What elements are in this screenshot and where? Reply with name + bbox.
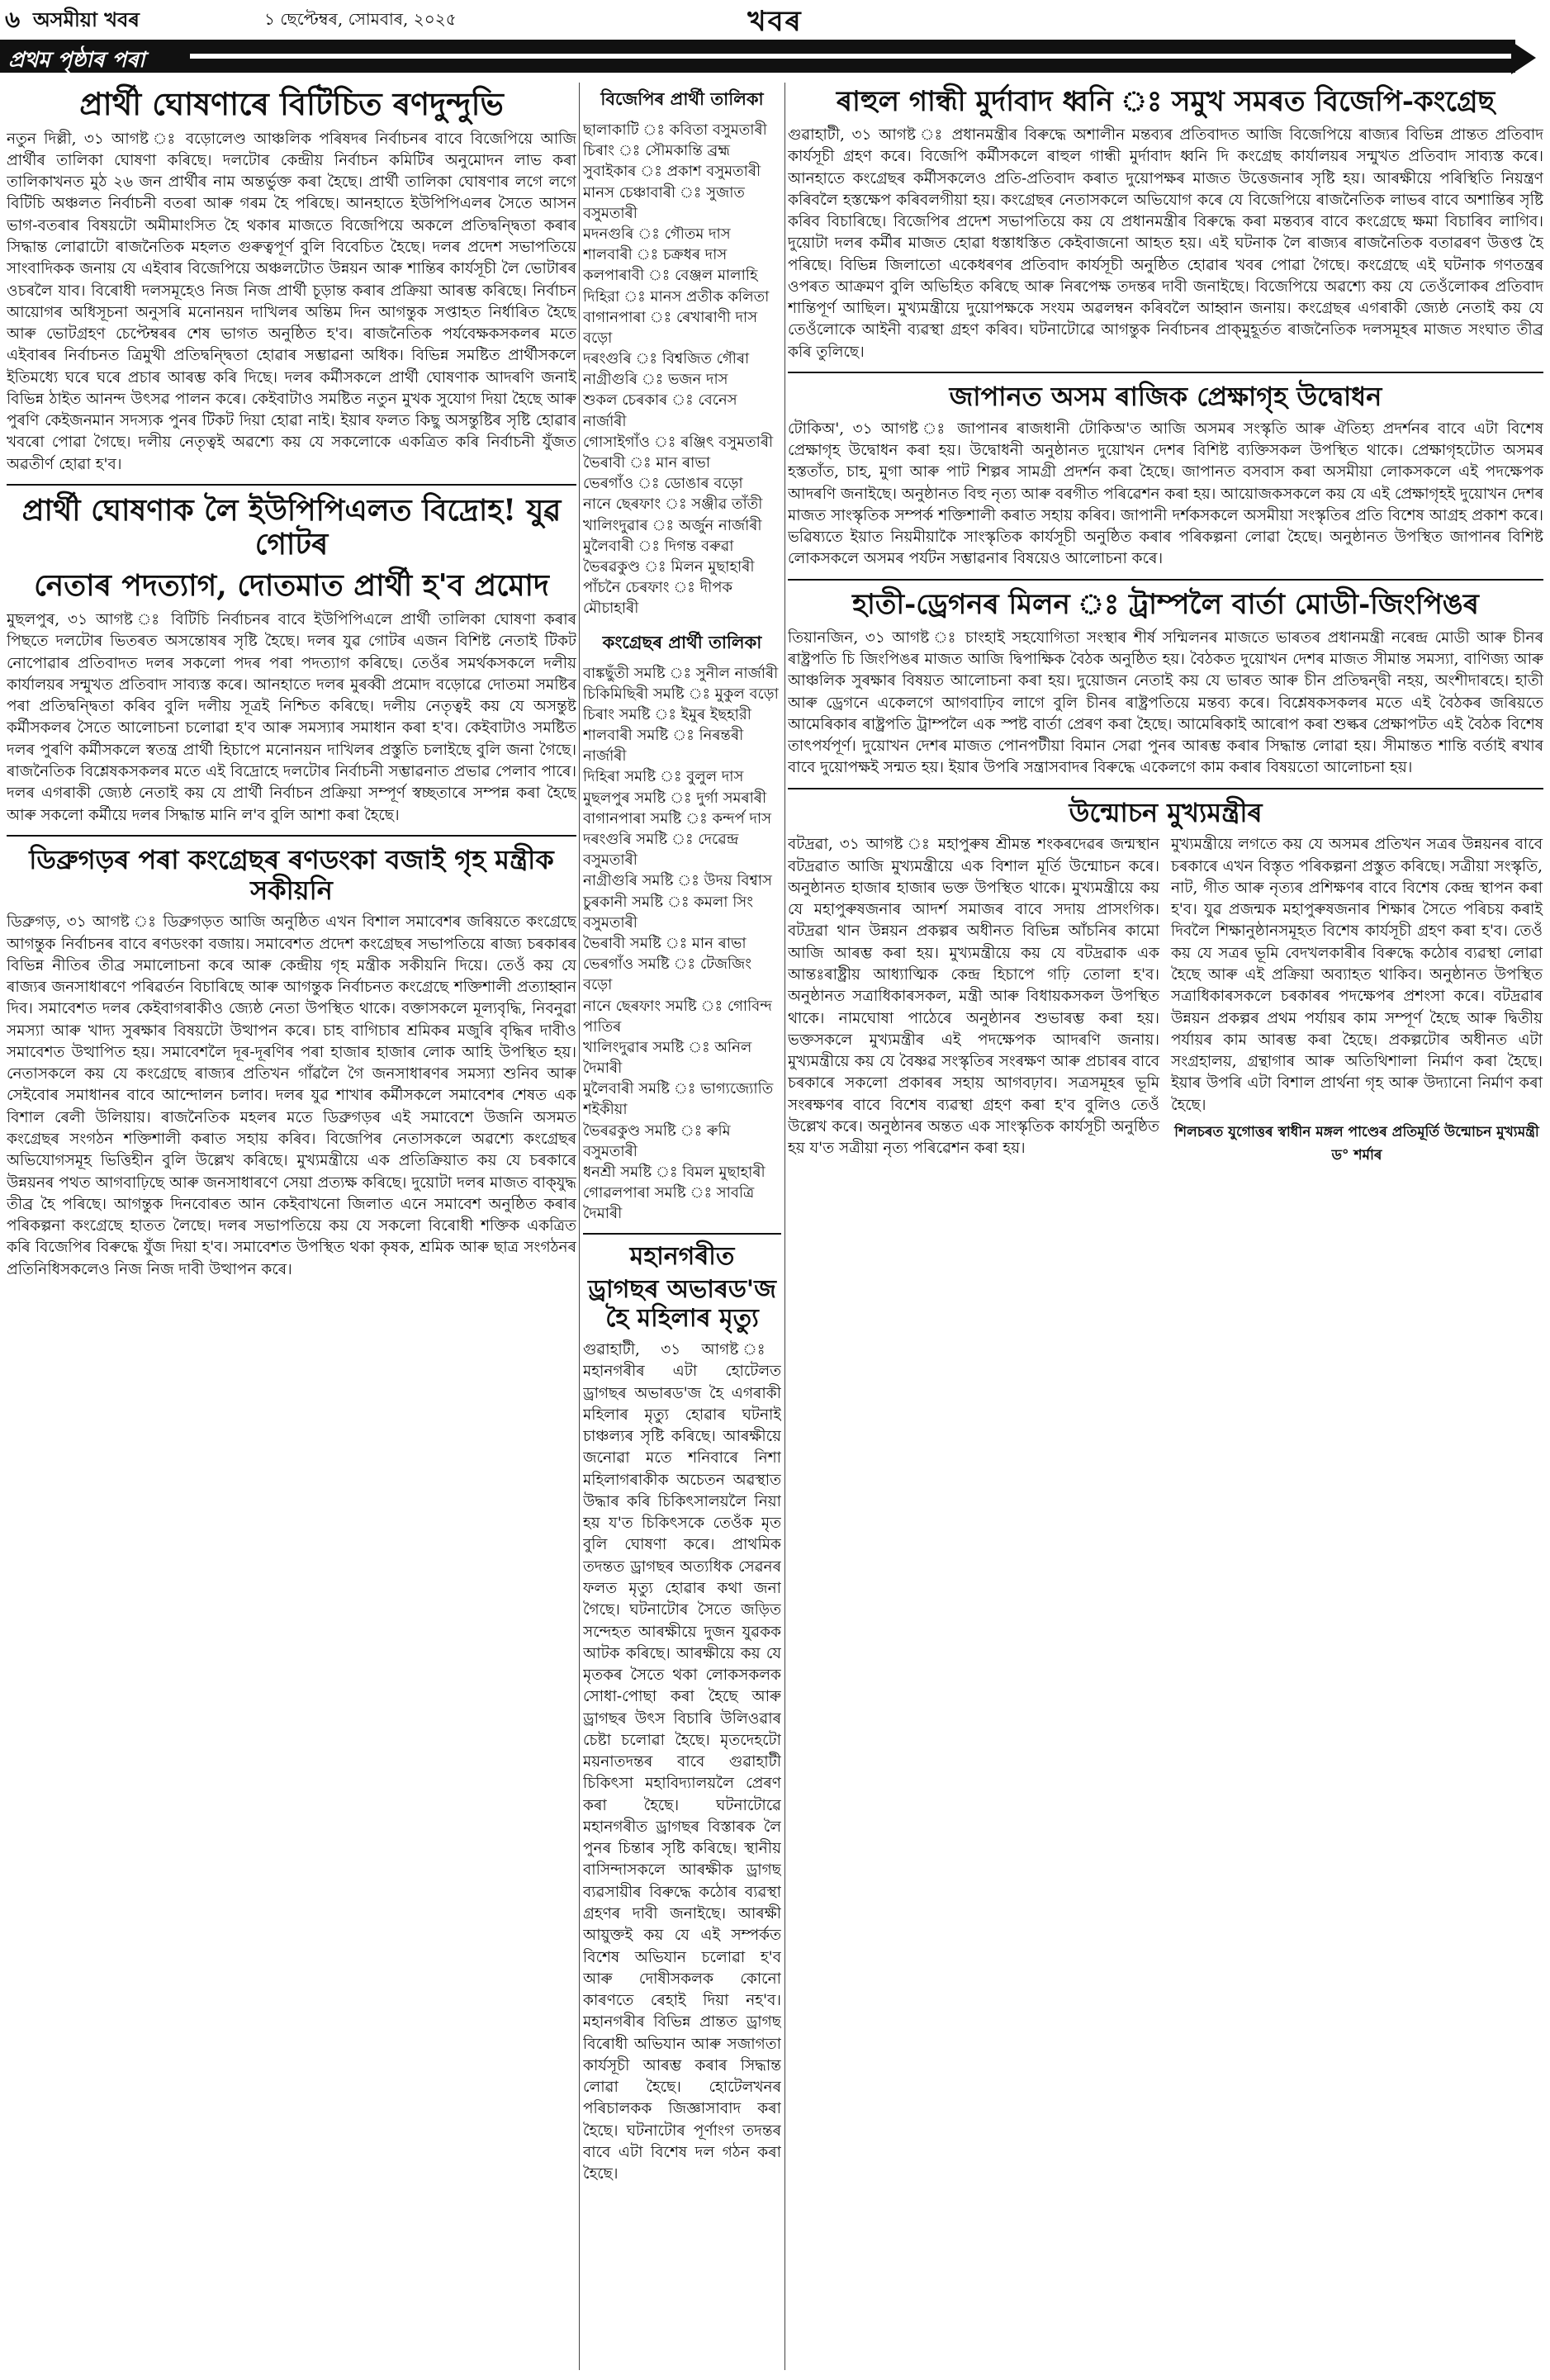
- divider: [7, 484, 576, 486]
- headline-dibrugarh: ডিব্ৰুগড়ৰ পৰা কংগ্ৰেছৰ ৰণডংকা বজাই গৃহ মন্ত্ৰীক সকীয়নি: [29, 843, 554, 906]
- list-item: ভেৰগাঁও ঃ ডোঙাৰ বড়ো: [583, 475, 743, 493]
- banner-strip: [190, 51, 1515, 61]
- section-banner: [0, 40, 1550, 76]
- list-item: শুকল চেৰকাৰ ঃ বেনেস নাৰ্জাৰী: [583, 391, 737, 430]
- list-item: ধনশ্ৰী সমষ্টি ঃ বিমল মুছাহাৰী: [583, 1164, 766, 1181]
- article-body: মুছলপুৰ, ৩১ আগষ্ট ঃ বিটিচি নিৰ্বাচনৰ বাবে ইউপিপিএলে প্ৰাৰ্থী তালিকা ঘোষণা কৰাৰ পিছতে দলটোৰ ভিতৰত অসন্তোষৰ সৃষ্টি হৈছে। দলৰ যুৱ গোটৰ এজন বিশিষ্ট নেতাই টিকট নোপোৱাৰ প্ৰতিবাদত দলৰ সকলো পদৰ পৰা পদত্যাগ কৰিছে। তেওঁৰ সমৰ্থকসকলে দলীয় কাৰ্যালয়ৰ সন্মুখত প্ৰতিবাদ সাব্যস্ত কৰে। আনহাতে দলৰ মুৰব্বী প্ৰমোদ বড়োৱে দোতমা সমষ্টিৰ পৰা প্ৰতিদ্বন্দ্বিতা কৰিব বুলি দলীয় সূত্ৰই নিশ্চিত কৰিছে। দলীয় নেতৃত্বই কয় যে অসন্তুষ্ট কৰ্মীসকলৰ সৈতে আলোচনা চলোৱা হ'ব আৰু সমস্যাৰ সমাধান কৰা হ'ব। কেইবাটাও সমষ্টিত দলৰ পুৰণি কৰ্মীসকলে স্বতন্ত্ৰ প্ৰাৰ্থী হিচাপে মনোনয়ন দাখিলৰ প্ৰস্তুতি চলাইছে বুলি জনা গৈছে। ৰাজনৈতিক বিশ্লেষকসকলৰ মতে এই বিদ্ৰোহে দলটোৰ নিৰ্বাচনী সম্ভাৱনাত প্ৰভাৱ পেলাব পাৰে। দলৰ এগৰাকী জ্যেষ্ঠ নেতাই কয় যে প্ৰাৰ্থী নিৰ্বাচন প্ৰক্ৰিয়া সম্পূৰ্ণ স্বচ্ছতাৰে সম্পন্ন কৰা হৈছে আৰু সকলো কৰ্মীয়ে দলৰ সিদ্ধান্ত মানি ল'ব বুলি আশা কৰা হৈছে।: [7, 611, 576, 824]
- list-item: মদনগুৰি ঃ গৌতম দাস: [583, 225, 731, 243]
- list-item: কলপাৰাবী ঃ বেঞ্জল মালাহি: [583, 267, 758, 285]
- list-item: গোসাইগাঁও ঃ ৰঞ্জিৎ বসুমতাৰী: [583, 433, 774, 451]
- issue-date: ১ ছেপ্টেম্বৰ, সোমবাৰ, ২০২৫: [264, 9, 457, 29]
- congress-list-title: কংগ্ৰেছৰ প্ৰাৰ্থী তালিকা: [602, 631, 762, 652]
- section-logo: খবৰ: [747, 5, 803, 38]
- list-item: বাঙ্কছুঁতী সমষ্টি ঃ সুনীল নাৰ্জাৰী: [583, 664, 779, 682]
- column-divider: [784, 83, 785, 2370]
- headline-candidates: প্ৰাৰ্থী ঘোষণাৰে বিটিচিত ৰণদুন্দুভি: [79, 85, 504, 122]
- article-body: গুৱাহাটী, ৩১ আগষ্ট ঃ প্ৰধানমন্ত্ৰীৰ বিৰুদ্ধে অশালীন মন্তব্যৰ প্ৰতিবাদত আজি বিজেপিয়ে ৰাজ্যৰ বিভিন্ন প্ৰান্তত প্ৰতিবাদ কাৰ্যসূচী গ্ৰহণ কৰে। বিজেপি কৰ্মীসকলে ৰাহুল গান্ধী মুৰ্দাবাদ ধ্বনি দি কংগ্ৰেছ কাৰ্যালয়ৰ সন্মুখত প্ৰতিবাদ সাব্যস্ত কৰে। আনহাতে কংগ্ৰেছৰ কৰ্মীসকলেও প্ৰতি-প্ৰতিবাদ কৰাত দুয়োপক্ষৰ মাজত উত্তেজনাৰ সৃষ্টি হয়। আৰক্ষীয়ে পৰিস্থিতি নিয়ন্ত্ৰণ কৰিবলৈ হস্তক্ষেপ কৰিবলগীয়া হয়। কংগ্ৰেছৰ নেতাসকলে অভিযোগ কৰে যে বিজেপিয়ে ৰাজনৈতিক লাভৰ বাবে অশান্তিৰ সৃষ্টি কৰিব বিচাৰিছে। বিজেপিৰ প্ৰদেশ সভাপতিয়ে কয় যে প্ৰধানমন্ত্ৰীৰ বিৰুদ্ধে কৰা মন্তব্যৰ বাবে কংগ্ৰেছে ক্ষমা বিচাৰিব লাগিব। দুয়োটা দলৰ কৰ্মীৰ মাজত হোৱা ধস্তাধস্তিত কেইবাজনো আহত হয়। এই ঘটনাক লৈ ৰাজ্যৰ ৰাজনৈতিক বতাৱৰণ উত্তপ্ত হৈ পৰিছে। বিভিন্ন জিলাতো একেধৰণৰ প্ৰতিবাদ কাৰ্যসূচী অনুষ্ঠিত হোৱাৰ খবৰ পোৱা গৈছে। কংগ্ৰেছে এই ঘটনাক গণতন্ত্ৰৰ ওপৰত আক্ৰমণ বুলি অভিহিত কৰিছে আৰু নিৰপেক্ষ তদন্তৰ দাবী জনাইছে। বিজেপিয়ে অৱশ্যে কয় যে তেওঁলোকৰ প্ৰতিবাদ শান্তিপূৰ্ণ আছিল। মুখ্যমন্ত্ৰীয়ে দুয়োপক্ষকে সংযম অৱলম্বন কৰিবলৈ আহ্বান জনায়। কংগ্ৰেছৰ এগৰাকী জ্যেষ্ঠ নেতাই কয় যে তেওঁলোকে আইনী ব্যৱস্থা গ্ৰহণ কৰিব। ঘটনাটোৱে আগন্তুক নিৰ্বাচনৰ প্ৰাক্‌মুহূৰ্তত ৰাজনৈতিক দলসমূহৰ মাজত সংঘাত তীব্ৰ কৰি তুলিছে।: [788, 126, 1543, 361]
- paper-name: অসমীয়া খবৰ: [33, 7, 140, 31]
- list-item: চিৰাং সমষ্টি ঃ ইমুৰ ইছহারী: [583, 705, 751, 723]
- article-body: গুৱাহাটী, ৩১ আগষ্ট ঃ মহানগৰীৰ এটা হোটেলত ড্ৰাগছৰ অভাৰড'জ হৈ এগৰাকী মহিলাৰ মৃত্যু হোৱাৰ ঘটনাই চাঞ্চল্যৰ সৃষ্টি কৰিছে। আৰক্ষীয়ে জনোৱা মতে শনিবাৰে নিশা মহিলাগৰাকীক অচেতন অৱস্থাত উদ্ধাৰ কৰি চিকিৎসালয়লৈ নিয়া হয় য'ত চিকিৎসকে তেওঁক মৃত বুলি ঘোষণা কৰে। প্ৰাথমিক তদন্তত ড্ৰাগছৰ অত্যধিক সেৱনৰ ফলত মৃত্যু হোৱাৰ কথা জনা গৈছে। ঘটনাটোৰ সৈতে জড়িত সন্দেহত আৰক্ষীয়ে দুজন যুৱকক আটক কৰিছে। আৰক্ষীয়ে কয় যে মৃতকৰ সৈতে থকা লোকসকলক সোধা-পোছা কৰা হৈছে আৰু ড্ৰাগছৰ উৎস বিচাৰি উলিওৱাৰ চেষ্টা চলোৱা হৈছে। মৃতদেহটো ময়নাতদন্তৰ বাবে গুৱাহাটী চিকিৎসা মহাবিদ্যালয়লৈ প্ৰেৰণ কৰা হৈছে। ঘটনাটোৱে মহানগৰীত ড্ৰাগছৰ বিস্তাৰক লৈ পুনৰ চিন্তাৰ সৃষ্টি কৰিছে। স্থানীয় বাসিন্দাসকলে আৰক্ষীক ড্ৰাগছ ব্যৱসায়ীৰ বিৰুদ্ধে কঠোৰ ব্যৱস্থা গ্ৰহণৰ দাবী জনাইছে। আৰক্ষী আয়ুক্তই কয় যে এই সম্পৰ্কত বিশেষ অভিযান চলোৱা হ'ব আৰু দোষীসকলক কোনো কাৰণতে ৰেহাই দিয়া নহ'ব। মহানগৰীৰ বিভিন্ন প্ৰান্তত ড্ৰাগছ বিৰোধী অভিযান আৰু সজাগতা কাৰ্যসূচী আৰম্ভ কৰাৰ সিদ্ধান্ত লোৱা হৈছে। হোটেলখনৰ পৰিচালকক জিজ্ঞাসাবাদ কৰা হৈছে। ঘটনাটোৰ পূৰ্ণাংগ তদন্তৰ বাবে এটা বিশেষ দল গঠন কৰা হৈছে।: [583, 1341, 781, 2183]
- middle-column: [583, 83, 781, 2370]
- list-item: খালিংদুৱাৰ ঃ অৰ্জুন নাৰ্জাৰী: [583, 516, 762, 534]
- divider: [788, 579, 1543, 581]
- divider: [788, 788, 1543, 789]
- congress-candidate-list: [583, 663, 781, 1225]
- masthead: [0, 0, 1550, 38]
- list-item: শালবাৰী ঃ চক্ৰধৰ দাস: [583, 246, 728, 264]
- left-column: [7, 83, 576, 2370]
- article-body: তিয়ানজিন, ৩১ আগষ্ট ঃ চাংহাই সহযোগিতা সংস্থাৰ শীৰ্ষ সন্মিলনৰ মাজতে ভাৰতৰ প্ৰধানমন্ত্ৰী নৰেন্দ্ৰ মোডী আৰু চীনৰ ৰাষ্ট্ৰপতি চি জিংপিঙৰ মাজত আজি দ্বিপাক্ষিক বৈঠক অনুষ্ঠিত হয়। বৈঠকত দুয়োখন দেশৰ মাজত সীমান্ত সমস্যা, বাণিজ্য আৰু আঞ্চলিক সুৰক্ষাৰ বিষয়ত আলোচনা কৰা হয়। দুয়োজন নেতাই কয় যে ভাৰত আৰু চীন প্ৰতিদ্বন্দ্বী নহয়, অংশীদাৰহে। হাতী আৰু ড্ৰেগনে একেলগে আগবাঢ়িব লাগে বুলি চীনৰ ৰাষ্ট্ৰপতিয়ে মন্তব্য কৰে। বিশ্লেষকসকলৰ মতে এই বৈঠকৰ জৰিয়তে আমেৰিকাৰ ৰাষ্ট্ৰপতি ট্ৰাম্পলৈ এক স্পষ্ট বাৰ্তা প্ৰেৰণ কৰা হৈছে। আমেৰিকাই আৰোপ কৰা শুল্কৰ প্ৰেক্ষাপটত এই বৈঠক বিশেষ তাৎপৰ্যপূৰ্ণ। দুয়োখন দেশৰ মাজত পোনপটীয়া বিমান সেৱা পুনৰ আৰম্ভ কৰাৰ সিদ্ধান্ত লোৱা হয়। সীমান্তত শান্তি বৰ্তাই ৰখাৰ বাবে দুয়োপক্ষই সন্মত হয়। ইয়াৰ উপৰি সন্ত্ৰাসবাদৰ বিৰুদ্ধে একেলগে কাম কৰাৰ বিষয়তো আলোচনা হয়।: [788, 628, 1543, 777]
- bjp-candidate-list: [583, 120, 781, 619]
- list-item: নাগ্ৰীগুৰি ঃ ভজন দাস: [583, 371, 728, 389]
- list-item: ভৈৰৱকুণ্ড ঃ মিলন মুছাহাৰী: [583, 557, 755, 576]
- list-item: নানে ছেৰফাং ঃ সঞ্জীৱ তাঁতী: [583, 495, 763, 514]
- headline-rahul-gandhi: ৰাহুল গান্ধী মুৰ্দাবাদ ধ্বনি ঃ সমুখ সমৰত বিজেপি-কংগ্ৰেছ: [836, 85, 1495, 118]
- article-body: বটদ্ৰৱা, ৩১ আগষ্ট ঃ মহাপুৰুষ শ্ৰীমন্ত শংকৰদেৱৰ জন্মস্থান বটদ্ৰৱাত আজি মুখ্যমন্ত্ৰীয়ে এক বিশাল মূৰ্তি উন্মোচন কৰে। অনুষ্ঠানত হাজাৰ হাজাৰ ভক্ত উপস্থিত থাকে। মুখ্যমন্ত্ৰীয়ে কয় যে মহাপুৰুষজনাৰ আদৰ্শ সমাজৰ বাবে সদায় প্ৰাসংগিক। বটদ্ৰৱা থান উন্নয়ন প্ৰকল্পৰ অধীনত বিভিন্ন আঁচনিৰ কামো আজি আৰম্ভ কৰা হয়। মুখ্যমন্ত্ৰীয়ে কয় যে বটদ্ৰৱাক এক আন্তঃৰাষ্ট্ৰীয় আধ্যাত্মিক কেন্দ্ৰ হিচাপে গঢ়ি তোলা হ'ব। অনুষ্ঠানত সত্ৰাধিকাৰসকল, মন্ত্ৰী আৰু বিধায়কসকল উপস্থিত থাকে। নামঘোষা পাঠেৰে অনুষ্ঠানৰ শুভাৰম্ভ কৰা হয়। ভক্তসকলে মুখ্যমন্ত্ৰীৰ এই পদক্ষেপক আদৰণি জনায়। মুখ্যমন্ত্ৰীয়ে কয় যে বৈষ্ণৱ সংস্কৃতিৰ সংৰক্ষণ আৰু প্ৰচাৰৰ বাবে চৰকাৰে সকলো প্ৰকাৰৰ সহায় আগবঢ়াব। সত্ৰসমূহৰ ভূমি সংৰক্ষণৰ বাবে বিশেষ ব্যৱস্থা গ্ৰহণ কৰা হ'ব বুলিও তেওঁ উল্লেখ কৰে। অনুষ্ঠানৰ অন্তত এক সাংস্কৃতিক কাৰ্যসূচী অনুষ্ঠিত হয় য'ত সত্ৰীয়া নৃত্য পৰিৱেশন কৰা হয়।: [788, 836, 1159, 1158]
- list-item: নানে ছেৰফাং সমষ্টি ঃ গোবিন্দ পাতিৰ: [583, 997, 772, 1036]
- headline-drugs: ড্ৰাগছৰ অভাৰড'জ হৈ মহিলাৰ মৃত্যু: [588, 1275, 776, 1333]
- banner-arrow-icon: [1511, 41, 1536, 74]
- headline-uppl-sub: নেতাৰ পদত্যাগ, দোতমাত প্ৰাৰ্থী হ'ব প্ৰমোদ: [34, 567, 549, 603]
- list-item: বাগানপাৰা সমষ্টি ঃ কন্দৰ্প দাস: [583, 809, 772, 827]
- list-item: ছালাকাটি ঃ কবিতা বসুমতাৰী: [583, 121, 767, 139]
- list-item: মানস চেঞ্চাবাৰী ঃ সুজাত বসুমতাৰী: [583, 183, 745, 222]
- headline-japan-hall: জাপানত অসম ৰাজিক প্ৰেক্ষাগৃহ উদ্বোধন: [949, 381, 1382, 413]
- list-item: নাগ্ৰীগুৰি সমষ্টি ঃ উদয় বিশ্বাস: [583, 872, 772, 890]
- list-item: গোৱলপাৰা সমষ্টি ঃ সাবত্ৰি দৈমাৰী: [583, 1184, 755, 1223]
- list-item: শালবাৰী সমষ্টি ঃ নিৰন্তৰী নাৰ্জাৰী: [583, 727, 744, 766]
- list-item: ভৈৰাবী সমষ্টি ঃ মান ৰাভা: [583, 934, 747, 952]
- list-item: ভৈৰাবী ঃ মান ৰাভা: [583, 454, 711, 472]
- divider: [583, 1233, 781, 1235]
- list-item: দৰংগুৰি ঃ বিশ্বজিত গৌৰা: [583, 350, 750, 368]
- list-item: মুলৈবাৰী ঃ দিগন্ত বৰুৱা: [583, 537, 734, 555]
- right-column: [788, 83, 1543, 2370]
- article-body: নতুন দিল্লী, ৩১ আগষ্ট ঃ বড়োলেণ্ড আঞ্চলিক পৰিষদৰ নিৰ্বাচনৰ বাবে বিজেপিয়ে আজি প্ৰাৰ্থীৰ তালিকা ঘোষণা কৰিছে। দলটোৰ কেন্দ্ৰীয় নিৰ্বাচন কমিটিৰ অনুমোদন লাভ কৰা তালিকাখনত মুঠ ২৬ জন প্ৰাৰ্থীৰ নাম অন্তৰ্ভুক্ত কৰা হৈছে। প্ৰাৰ্থী তালিকা ঘোষণাৰ লগে লগে বিটিচি অঞ্চলত নিৰ্বাচনী বতৰা আৰু গৰম হৈ পৰিছে। আনহাতে ইউপিপিএলৰ সৈতে আসন ভাগ-বতৰাৰ বিষয়টো অমীমাংসিত হৈ থকাৰ মাজতে বিজেপিয়ে অকলে প্ৰতিদ্বন্দ্বিতা কৰাৰ সিদ্ধান্ত লোৱাটো ৰাজনৈতিক মহলত গুৰুত্বপূৰ্ণ বুলি বিবেচিত হৈছে। দলৰ প্ৰদেশ সভাপতিয়ে সাংবাদিকক জনায় যে এইবাৰ বিজেপিয়ে অঞ্চলটোত উন্নয়ন আৰু শান্তিৰ কাৰ্যসূচী লৈ ভোটাৰৰ ওচৰলৈ যাব। বিৰোধী দলসমূহেও নিজ নিজ প্ৰাৰ্থী চূড়ান্ত কৰাৰ প্ৰক্ৰিয়া আৰম্ভ কৰিছে। নিৰ্বাচন আয়োগৰ অধিসূচনা অনুসৰি মনোনয়ন দাখিলৰ অন্তিম দিন আগন্তুক সপ্তাহত নিৰ্ধাৰিত হৈছে আৰু ভোটগ্ৰহণ চেপ্টেম্বৰৰ শেষ ভাগত অনুষ্ঠিত হ'ব। ৰাজনৈতিক পৰ্যবেক্ষকসকলৰ মতে এইবাৰৰ নিৰ্বাচনত ত্ৰিমুখী প্ৰতিদ্বন্দ্বিতা হোৱাৰ সম্ভাৱনা অধিক। বিভিন্ন সমষ্টিত প্ৰাৰ্থীসকলে ইতিমধ্যে ঘৰে ঘৰে প্ৰচাৰ আৰম্ভ কৰি দিছে। দলৰ কৰ্মীসকলে প্ৰাৰ্থী ঘোষণাক আদৰণি জনাই বিভিন্ন ঠাইত আনন্দ উৎসৱ পালন কৰে। কেইবাটাও সমষ্টিত নতুন মুখক সুযোগ দিয়া হৈছে আৰু পুৰণি কেইজনমান সদস্যক পুনৰ টিকট দিয়া হোৱা নাই। ইয়াৰ ফলত কিছু অসন্তুষ্টিৰ সৃষ্টি হোৱাৰ খবৰো পোৱা গৈছে। দলীয় নেতৃত্বই অৱশ্যে কয় যে সকলোকে একত্ৰিত কৰি নিৰ্বাচনী যুঁজত অৱতীৰ্ণ হোৱা হ'ব।: [7, 130, 576, 473]
- page-number: ৬: [5, 6, 21, 33]
- list-item: চিকিমিছিৰী সমষ্টি ঃ মুকুল বড়ো: [583, 685, 779, 703]
- headline-modi-xi: হাতী-ড্ৰেগনৰ মিলন ঃ ট্ৰাম্পলৈ বাৰ্তা মোডী-জিংপিঙৰ: [852, 587, 1479, 621]
- kicker-mahanagar: মহানগৰীত: [629, 1241, 735, 1271]
- list-item: চিৰাং ঃ সৌমকান্তি ব্ৰহ্ম: [583, 142, 730, 160]
- list-item: ভেৰগাঁও সমষ্টি ঃ টেজজিং বড়ো: [583, 955, 752, 994]
- photo-caption: শিলচৰত যুগোত্তৰ স্বাধীন মঙ্গল পাণ্ডেৰ প্ৰতিমূৰ্তি উন্মোচন মুখ্যমন্ত্ৰী ড° শৰ্মাৰ: [1174, 1123, 1539, 1164]
- list-item: দৰংগুৰি সমষ্টি ঃ দেৱেন্দ্ৰ বসুমতাৰী: [583, 831, 739, 870]
- headline-cm-unveil: উন্মোচন মুখ্যমন্ত্ৰীৰ: [1069, 796, 1263, 828]
- column-divider: [579, 83, 580, 2370]
- list-item: চুৰকানী সমষ্টি ঃ কমলা সিং বসুমতাৰী: [583, 893, 753, 932]
- headline-uppl-rebellion: প্ৰাৰ্থী ঘোষণাক লৈ ইউপিপিএলত বিদ্ৰোহ! যুৱ গোটৰ: [21, 492, 562, 562]
- list-item: মুছলপুৰ সমষ্টি ঃ দুৰ্গা সমৰাৰী: [583, 789, 767, 807]
- list-item: দিহিৰা সমষ্টি ঃ বুলুল দাস: [583, 768, 744, 786]
- bjp-list-title: বিজেপিৰ প্ৰাৰ্থী তালিকা: [600, 88, 764, 109]
- banner-label: প্ৰথম পৃষ্ঠাৰ পৰা: [8, 48, 145, 73]
- list-item: পাঁচনৈ চেৰফাং ঃ দীপক মৌচাহাৰী: [583, 579, 733, 618]
- article-body: টোকিঅ', ৩১ আগষ্ট ঃ জাপানৰ ৰাজধানী টোকিঅ'ত আজি অসমৰ সংস্কৃতি আৰু ঐতিহ্য প্ৰদৰ্শনৰ বাবে এটা বিশেষ প্ৰেক্ষাগৃহ উদ্বোধন কৰা হয়। উদ্বোধনী অনুষ্ঠানত দুয়োখন দেশৰ বিশিষ্ট ব্যক্তিসকল উপস্থিত থাকে। প্ৰেক্ষাগৃহটোত অসমৰ হস্ততাঁত, চাহ, মুগা আৰু পাট শিল্পৰ সামগ্ৰী প্ৰদৰ্শন কৰা হৈছে। জাপানত বসবাস কৰা অসমীয়া লোকসকলে এই পদক্ষেপক আদৰণি জনাইছে। অনুষ্ঠানত বিহু নৃত্য আৰু বৰগীত পৰিৱেশন কৰা হয়। আয়োজকসকলে কয় যে এই প্ৰেক্ষাগৃহই দুয়োখন দেশৰ মাজত সাংস্কৃতিক সম্পৰ্ক শক্তিশালী কৰাত সহায় কৰিব। জাপানী দৰ্শকসকলে অসমীয়া সংস্কৃতিৰ প্ৰতি বিশেষ আগ্ৰহ প্ৰকাশ কৰে। ভৱিষ্যতে ইয়াত নিয়মীয়াকৈ সাংস্কৃতিক কাৰ্যসূচী অনুষ্ঠিত কৰাৰ পৰিকল্পনা লোৱা হৈছে। অনুষ্ঠানত উপস্থিত জাপানৰ বিশিষ্ট লোকসকলে অসমৰ পৰ্যটন সম্ভাৱনাৰ বিষয়েও আলোচনা কৰে।: [788, 420, 1543, 568]
- article-body: মুখ্যমন্ত্ৰীয়ে লগতে কয় যে অসমৰ প্ৰতিখন সত্ৰৰ উন্নয়নৰ বাবে চৰকাৰে এখন বিস্তৃত পৰিকল্পনা প্ৰস্তুত কৰিছে। সত্ৰীয়া সংস্কৃতি, নাট, গীত আৰু নৃত্যৰ প্ৰশিক্ষণৰ বাবে বিশেষ কেন্দ্ৰ স্থাপন কৰা হ'ব। যুৱ প্ৰজন্মক মহাপুৰুষজনাৰ শিক্ষাৰ সৈতে পৰিচয় কৰাই দিবলৈ শিক্ষানুষ্ঠানসমূহত বিশেষ কাৰ্যসূচী গ্ৰহণ কৰা হ'ব। তেওঁ কয় যে সত্ৰৰ ভূমি বেদখলকাৰীৰ বিৰুদ্ধে কঠোৰ ব্যৱস্থা লোৱা হৈছে আৰু এই প্ৰক্ৰিয়া অব্যাহত থাকিব। অনুষ্ঠানত উপস্থিত সত্ৰাধিকাৰসকলে চৰকাৰৰ পদক্ষেপৰ প্ৰশংসা কৰে। বটদ্ৰৱাৰ উন্নয়ন প্ৰকল্পৰ প্ৰথম পৰ্যায়ৰ কাম সম্পূৰ্ণ হৈছে আৰু দ্বিতীয় পৰ্যায়ৰ কাম আৰম্ভ কৰা হৈছে। প্ৰকল্পটোৰ অধীনত এটা সংগ্ৰহালয়, গ্ৰন্থাগাৰ আৰু অতিথিশালা নিৰ্মাণ কৰা হৈছে। ইয়াৰ উপৰি এটা বিশাল প্ৰাৰ্থনা গৃহ আৰু উদ্যানো নিৰ্মাণ কৰা হৈছে।: [1171, 836, 1543, 1114]
- list-item: বাগানপাৰা ঃ ৰেখাৰাণী দাস বড়ো: [583, 308, 758, 347]
- divider: [7, 835, 576, 837]
- list-item: ভৈৰৱকুণ্ড সমষ্টি ঃ ৰুমি বসুমতাৰী: [583, 1121, 731, 1160]
- divider: [788, 372, 1543, 373]
- list-item: মুলৈবাৰী সমষ্টি ঃ ভাগ্যজ্যোতি শইকীয়া: [583, 1080, 774, 1119]
- list-item: খালিংদুৱাৰ সমষ্টি ঃ অনিল দৈমাৰী: [583, 1038, 752, 1078]
- article-body: ডিব্ৰুগড়, ৩১ আগষ্ট ঃ ডিব্ৰুগড়ত আজি অনুষ্ঠিত এখন বিশাল সমাবেশৰ জৰিয়তে কংগ্ৰেছে আগন্তুক নিৰ্বাচনৰ বাবে ৰণডংকা বজায়। সমাবেশত প্ৰদেশ কংগ্ৰেছৰ সভাপতিয়ে ৰাজ্য চৰকাৰৰ বিভিন্ন নীতিৰ তীব্ৰ সমালোচনা কৰে আৰু কেন্দ্ৰীয় গৃহ মন্ত্ৰীক সকীয়নি দিয়ে। তেওঁ কয় যে ৰাজ্যৰ জনসাধাৰণে পৰিৱৰ্তন বিচাৰিছে আৰু আগন্তুক নিৰ্বাচনত কংগ্ৰেছে শক্তিশালী প্ৰত্যাহ্বান দিব। সমাবেশত দলৰ কেইবাগৰাকীও জ্যেষ্ঠ নেতা উপস্থিত থাকে। বক্তাসকলে মূল্যবৃদ্ধি, নিবনুৱা সমস্যা আৰু খাদ্য সুৰক্ষাৰ বিষয়টো উত্থাপন কৰে। চাহ বাগিচাৰ শ্ৰমিকৰ মজুৰি বৃদ্ধিৰ দাবীও সমাবেশত উত্থাপিত হয়। সমাবেশলৈ দূৰ-দূৰণিৰ পৰা হাজাৰ হাজাৰ লোক আহি উপস্থিত হয়। নেতাসকলে কয় যে কংগ্ৰেছে ৰাজ্যৰ প্ৰতিখন গাঁৱলৈ গৈ জনসাধাৰণৰ সমস্যা শুনিব আৰু সেইবোৰ সমাধানৰ বাবে আন্দোলন চলাব। দলৰ যুৱ শাখাৰ কৰ্মীসকলে সমাবেশৰ শেষত এক বিশাল ৰেলী উলিয়ায়। ৰাজনৈতিক মহলৰ মতে ডিব্ৰুগড়ৰ এই সমাবেশে উজনি অসমত কংগ্ৰেছৰ সংগঠন শক্তিশালী কৰাত সহায় কৰিব। বিজেপিৰ নেতাসকলে অৱশ্যে কংগ্ৰেছৰ অভিযোগসমূহ ভিত্তিহীন বুলি উল্লেখ কৰিছে। মুখ্যমন্ত্ৰীয়ে এক প্ৰতিক্ৰিয়াত কয় যে চৰকাৰে উন্নয়নৰ পথত আগবাঢ়িছে আৰু জনসাধাৰণে সেয়া প্ৰত্যক্ষ কৰিছে। দুয়োটা দলৰ মাজত বাক্‌যুদ্ধ তীব্ৰ হৈ পৰিছে। আগন্তুক দিনবোৰত আন কেইবাখনো জিলাত এনে সমাবেশ অনুষ্ঠিত কৰাৰ পৰিকল্পনা কংগ্ৰেছে হাতত লৈছে। দলৰ সভাপতিয়ে কয় যে সকলো বিৰোধী শক্তিক একত্ৰিত কৰি বিজেপিৰ বিৰুদ্ধে যুঁজ দিয়া হ'ব। সমাবেশত উপস্থিত থকা কৃষক, শ্ৰমিক আৰু ছাত্ৰ সংগঠনৰ প্ৰতিনিধিসকলেও নিজ নিজ দাবী উত্থাপন কৰে।: [7, 913, 576, 1278]
- list-item: দিহিরা ঃ মানস প্ৰতীক কলিতা: [583, 287, 770, 306]
- list-item: সুবাইকাৰ ঃ প্ৰকাশ বসুমতাৰী: [583, 163, 761, 181]
